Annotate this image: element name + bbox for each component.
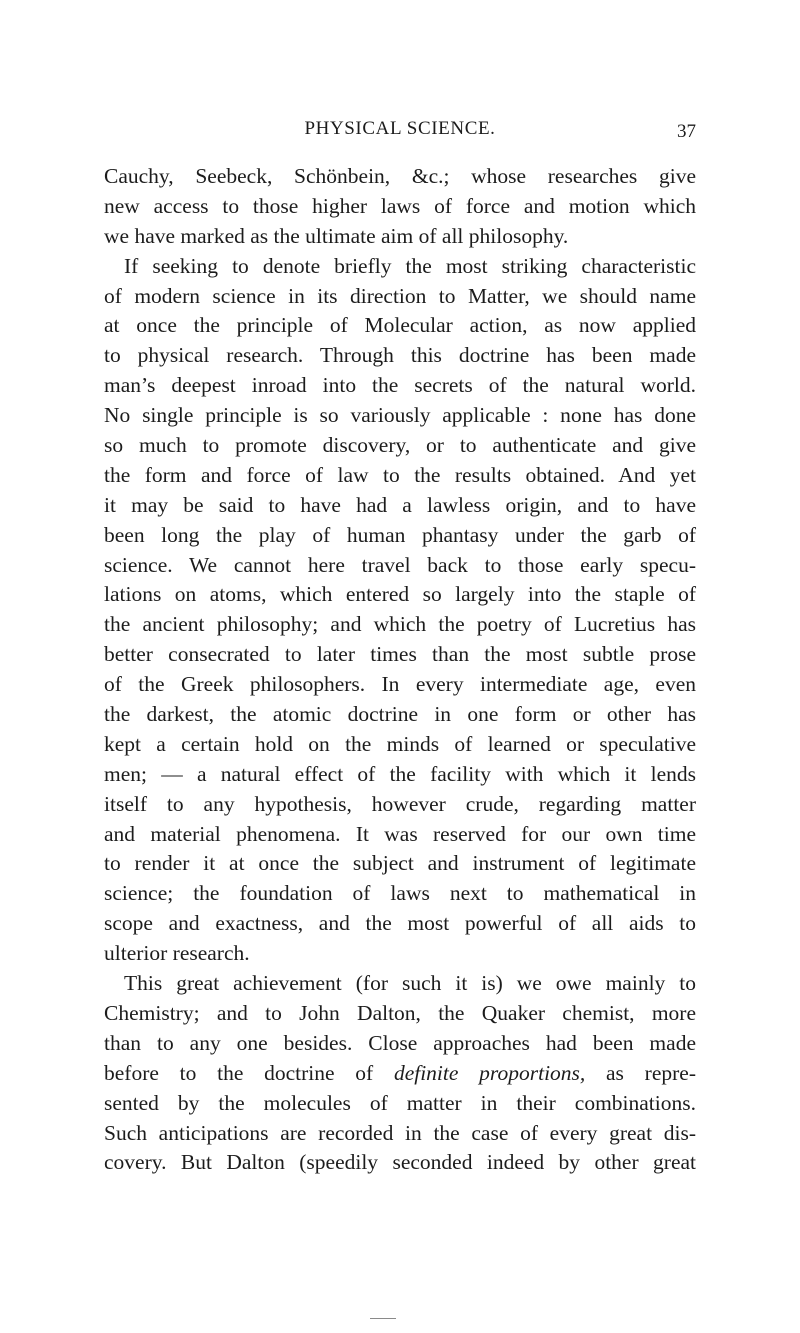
text-line: to physical research. Through this doctrine has been made xyxy=(104,343,696,368)
text-line: Chemistry; and to John Dalton, the Quaker chemist, more xyxy=(104,1000,696,1025)
text-line: itself to any hypothesis, however crude, regarding matter xyxy=(104,791,696,816)
text-segment: as repre- xyxy=(585,1060,696,1085)
text-line: we have marked as the ultimate aim of all philosophy. xyxy=(104,223,569,248)
text-line: scope and exactness, and the most powerful of all aids to xyxy=(104,911,696,936)
running-head xyxy=(104,118,696,148)
bottom-rule-mark xyxy=(370,1318,396,1319)
text-line: of modern science in its direction to Matter, we should name xyxy=(104,283,696,308)
text-line: new access to those higher laws of force and motion which xyxy=(104,193,696,218)
text-line: at once the principle of Molecular action, as now applied xyxy=(104,313,696,338)
text-line-with-italic xyxy=(104,1059,696,1089)
text-line: science; the foundation of laws next to mathematical in xyxy=(104,881,696,906)
text-line: sented by the molecules of matter in their combinations. xyxy=(104,1090,696,1115)
text-line: This great achievement (for such it is) we owe mainly to xyxy=(124,971,696,996)
text-line: ulterior research. xyxy=(104,941,250,966)
italic-phrase: definite proportions, xyxy=(393,1060,586,1085)
text-line: than to any one besides. Close approaches had been made xyxy=(104,1030,696,1055)
text-line: better consecrated to later times than the most subtle prose xyxy=(104,642,696,667)
text-line: Cauchy, Seebeck, Schönbein, &c.; whose researches give xyxy=(104,164,696,188)
text-line: so much to promote discovery, or to authenticate and give xyxy=(104,433,696,458)
text-segment: before to the doctrine of xyxy=(104,1060,394,1085)
text-line: lations on atoms, which entered so largely into the staple of xyxy=(104,582,696,607)
running-title: PHYSICAL SCIENCE. xyxy=(304,118,496,139)
text-line: No single principle is so variously applicable : none has done xyxy=(104,403,696,428)
text-line: men; — a natural effect of the facility with which it lends xyxy=(104,761,696,786)
text-line: the ancient philosophy; and which the poetry of Lucretius has xyxy=(104,612,696,637)
text-line: covery. But Dalton (speedily seconded indeed by other great xyxy=(104,1150,696,1175)
text-line: been long the play of human phantasy under the garb of xyxy=(104,522,696,547)
body-text xyxy=(104,162,696,1178)
text-line: it may be said to have had a lawless origin, and to have xyxy=(104,492,696,517)
text-line: Such anticipations are recorded in the case of every great dis- xyxy=(104,1120,696,1145)
text-line: of the Greek philosophers. In every intermediate age, even xyxy=(104,672,696,697)
text-line: to render it at once the subject and instrument of legitimate xyxy=(104,851,696,876)
page-number: 37 xyxy=(677,121,696,142)
text-line: man’s deepest inroad into the secrets of the natural world. xyxy=(104,373,696,398)
text-line: the form and force of law to the results obtained. And yet xyxy=(104,462,696,487)
text-line: and material phenomena. It was reserved for our own time xyxy=(104,821,696,846)
text-line: kept a certain hold on the minds of learned or speculative xyxy=(104,731,696,756)
text-line: the darkest, the atomic doctrine in one form or other has xyxy=(104,702,696,727)
text-line: science. We cannot here travel back to those early specu- xyxy=(104,552,696,577)
text-line: If seeking to denote briefly the most striking characteristic xyxy=(124,253,696,278)
